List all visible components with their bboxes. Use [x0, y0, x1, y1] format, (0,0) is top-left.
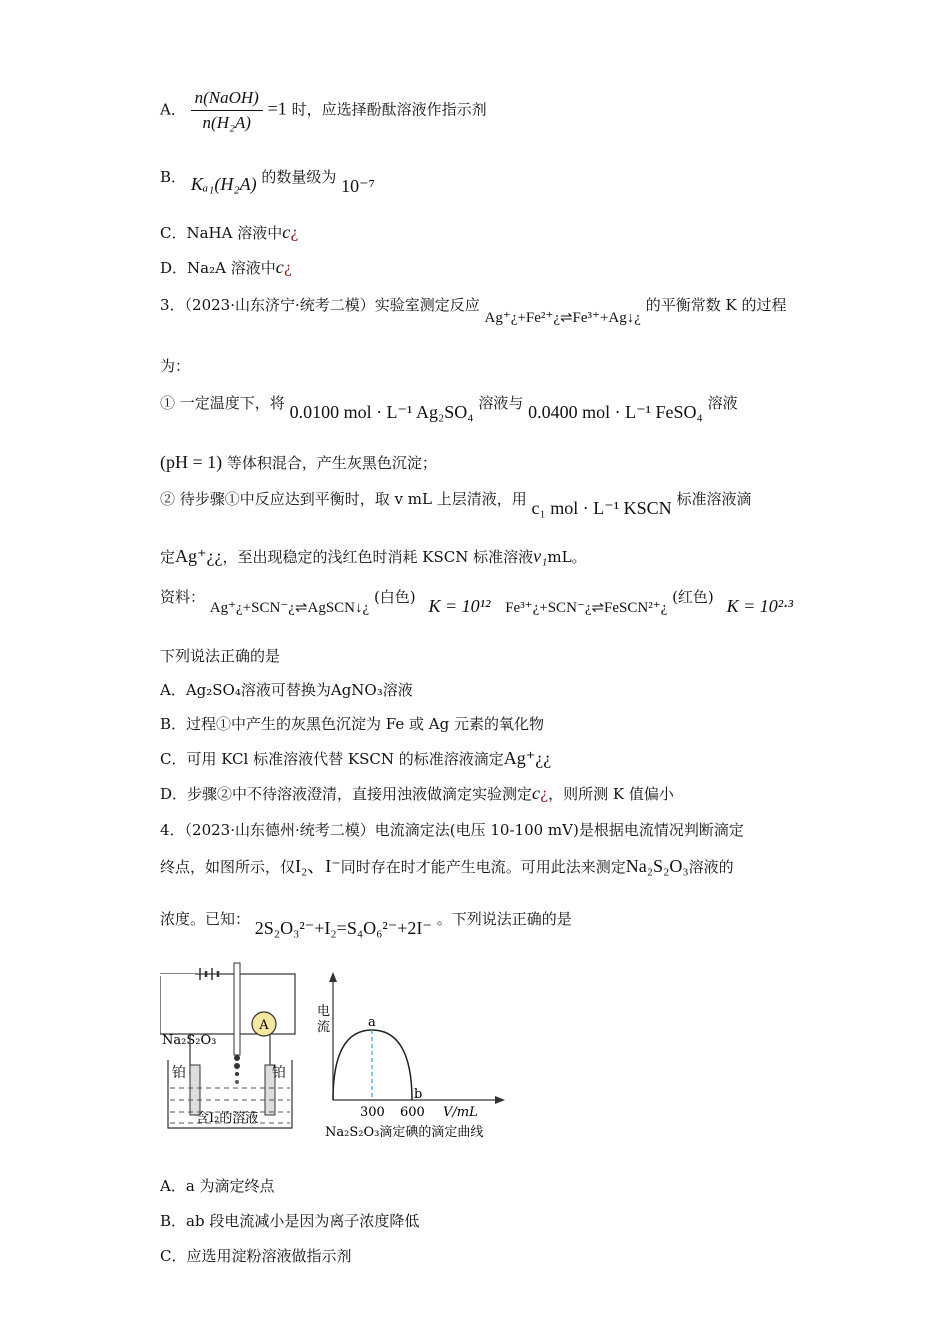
volume-var: v₁ — [533, 546, 548, 566]
q2-option-a — [160, 88, 487, 133]
x-axis-label: V/mL — [443, 1105, 478, 1120]
concentration: 0.0100 mol · L⁻¹ Ag₂SO₄ — [289, 402, 474, 422]
q4-stem-2 — [160, 856, 734, 877]
math-expression: c — [275, 257, 284, 277]
x-tick-label: 600 — [400, 1105, 425, 1120]
q3-info — [160, 586, 794, 616]
concentration: 0.0400 mol · L⁻¹ FeSO₄ — [528, 402, 703, 422]
step-text: ② 待步骤①中反应达到平衡时，取 v mL 上层清液，用 — [160, 490, 527, 508]
info-label: 资料： — [160, 588, 206, 606]
question-text: 溶液的 — [688, 858, 734, 876]
question-text: 。下列说法正确的是 — [436, 910, 572, 928]
step-text: mL。 — [547, 548, 587, 566]
x-tick-label: 300 — [360, 1105, 385, 1120]
titration-curve — [317, 972, 505, 1140]
q4-stem-3 — [160, 908, 572, 938]
garbled-glyph: ¿ — [540, 785, 549, 803]
q4-stem-1: 4．（2023·山东德州·统考二模）电流滴定法(电压 10-100 mV)是根据电流情况判断滴定 — [160, 821, 744, 839]
q2-option-b — [160, 166, 375, 196]
q3-stem — [160, 295, 787, 326]
q3-option-a: A．Ag₂SO₄溶液可替换为AgNO₃溶液 — [160, 681, 413, 699]
q4-option-a: A．a 为滴定终点 — [160, 1177, 275, 1195]
reaction-equation: 2S₂O₃²⁻+I₂=S₄O₆²⁻+2I⁻ — [254, 918, 432, 938]
q3-option-c — [160, 748, 551, 769]
color-note: (红色) — [672, 588, 714, 606]
option-text: ，则所测 K 值偏小 — [548, 785, 674, 803]
math-expression: Kₐ₁(H₂A) — [190, 174, 257, 194]
fraction-numerator: n(NaOH) — [191, 88, 263, 111]
garbled-glyph: ¿ — [283, 259, 292, 277]
y-axis-label: 电 — [317, 1004, 331, 1019]
ammeter-label: A — [259, 1018, 269, 1033]
question-text: 终点，如图所示，仅 — [160, 858, 296, 876]
step-text: 溶液 — [707, 394, 738, 412]
q3-step1-cont — [160, 452, 437, 473]
apparatus — [160, 963, 295, 1128]
option-label: A． — [160, 100, 186, 119]
step-text: 标准溶液滴 — [676, 490, 752, 508]
q2-option-d — [160, 257, 292, 278]
option-text: 的数量级为 — [261, 168, 337, 186]
reaction-equation: Ag⁺¿+Fe²⁺¿⇌Fe³⁺+Ag↓¿ — [484, 310, 641, 326]
option-text: C．可用 KCl 标准溶液代替 KSCN 的标准溶液滴定 — [160, 750, 504, 768]
ph-value: (pH = 1) — [160, 452, 223, 472]
option-text: C．NaHA 溶液中 — [160, 224, 283, 242]
option-text: 时，应选择酚酞溶液作指示剂 — [291, 100, 487, 119]
q3-option-b: B．过程①中产生的灰黑色沉淀为 Fe 或 Ag 元素的氧化物 — [160, 715, 544, 733]
garbled-glyph: ¿ — [290, 224, 299, 242]
ions: I₂、I⁻ — [295, 856, 341, 876]
color-note: (白色) — [373, 588, 416, 606]
math-expression: c — [532, 783, 541, 803]
q3-step2-cont — [160, 546, 587, 567]
point-a-label: a — [368, 1015, 376, 1030]
equilibrium-constant: K = 10¹² — [428, 596, 491, 616]
step-text: 溶液与 — [478, 394, 524, 412]
y-axis-label: 流 — [317, 1020, 331, 1035]
math-expression: 10⁻⁷ — [341, 176, 375, 196]
ion: Ag⁺¿¿ — [175, 546, 223, 566]
ion: Ag⁺¿¿ — [503, 748, 552, 768]
equation: =1 — [267, 98, 287, 119]
concentration: c₁ mol · L⁻¹ KSCN — [531, 498, 672, 518]
q3-step1 — [160, 392, 738, 422]
reaction-equation: Ag⁺¿+SCN⁻¿⇌AgSCN↓¿ — [209, 600, 370, 616]
question-text: 浓度。已知： — [160, 910, 251, 928]
reaction-equation: Fe³⁺¿+SCN⁻¿⇌FeSCN²⁺¿ — [505, 600, 668, 616]
question-text: 3．（2023·山东济宁·统考二模）实验室测定反应 — [160, 296, 480, 314]
option-text: D．Na₂A 溶液中 — [160, 259, 276, 277]
question-text: 同时存在时才能产生电流。可用此法来测定 — [340, 858, 626, 876]
electrode-label-right: 铂 — [272, 1065, 286, 1081]
figure-caption: Na₂S₂O₃滴定碘的滴定曲线 — [325, 1125, 484, 1140]
question-text: 的平衡常数 K 的过程 — [645, 296, 787, 314]
solution-label: 含I₂的溶液 — [196, 1111, 259, 1126]
option-label: B． — [160, 168, 187, 186]
question-prompt: 下列说法正确的是 — [160, 647, 281, 665]
q3-step2 — [160, 488, 752, 518]
q4-option-b: B．ab 段电流减小是因为离子浓度降低 — [160, 1212, 420, 1230]
reagent-label: Na₂S₂O₃ — [162, 1033, 217, 1048]
step-text: ，至出现稳定的浅红色时消耗 KSCN 标准溶液 — [222, 548, 534, 566]
electrode-label-left: 铂 — [172, 1065, 186, 1081]
q2-option-c — [160, 222, 298, 243]
equilibrium-constant: K = 10²·³ — [726, 596, 794, 616]
q4-option-c: C．应选用淀粉溶液做指示剂 — [160, 1247, 352, 1265]
titration-figure — [160, 960, 520, 1150]
compound: Na₂S₂O₃ — [625, 856, 689, 876]
step-text: 定 — [160, 548, 176, 566]
q3-option-d — [160, 783, 674, 804]
fraction-denominator: n(H₂A) — [202, 113, 251, 132]
step-text: ① 一定温度下，将 — [160, 394, 285, 412]
option-text: D．步骤②中不待溶液澄清，直接用浊液做滴定实验测定 — [160, 785, 533, 803]
point-b-label: b — [414, 1087, 423, 1102]
question-text: 为： — [160, 357, 191, 375]
step-text: 等体积混合，产生灰黑色沉淀； — [226, 454, 437, 472]
fraction — [191, 88, 263, 133]
math-expression: c — [282, 222, 291, 242]
